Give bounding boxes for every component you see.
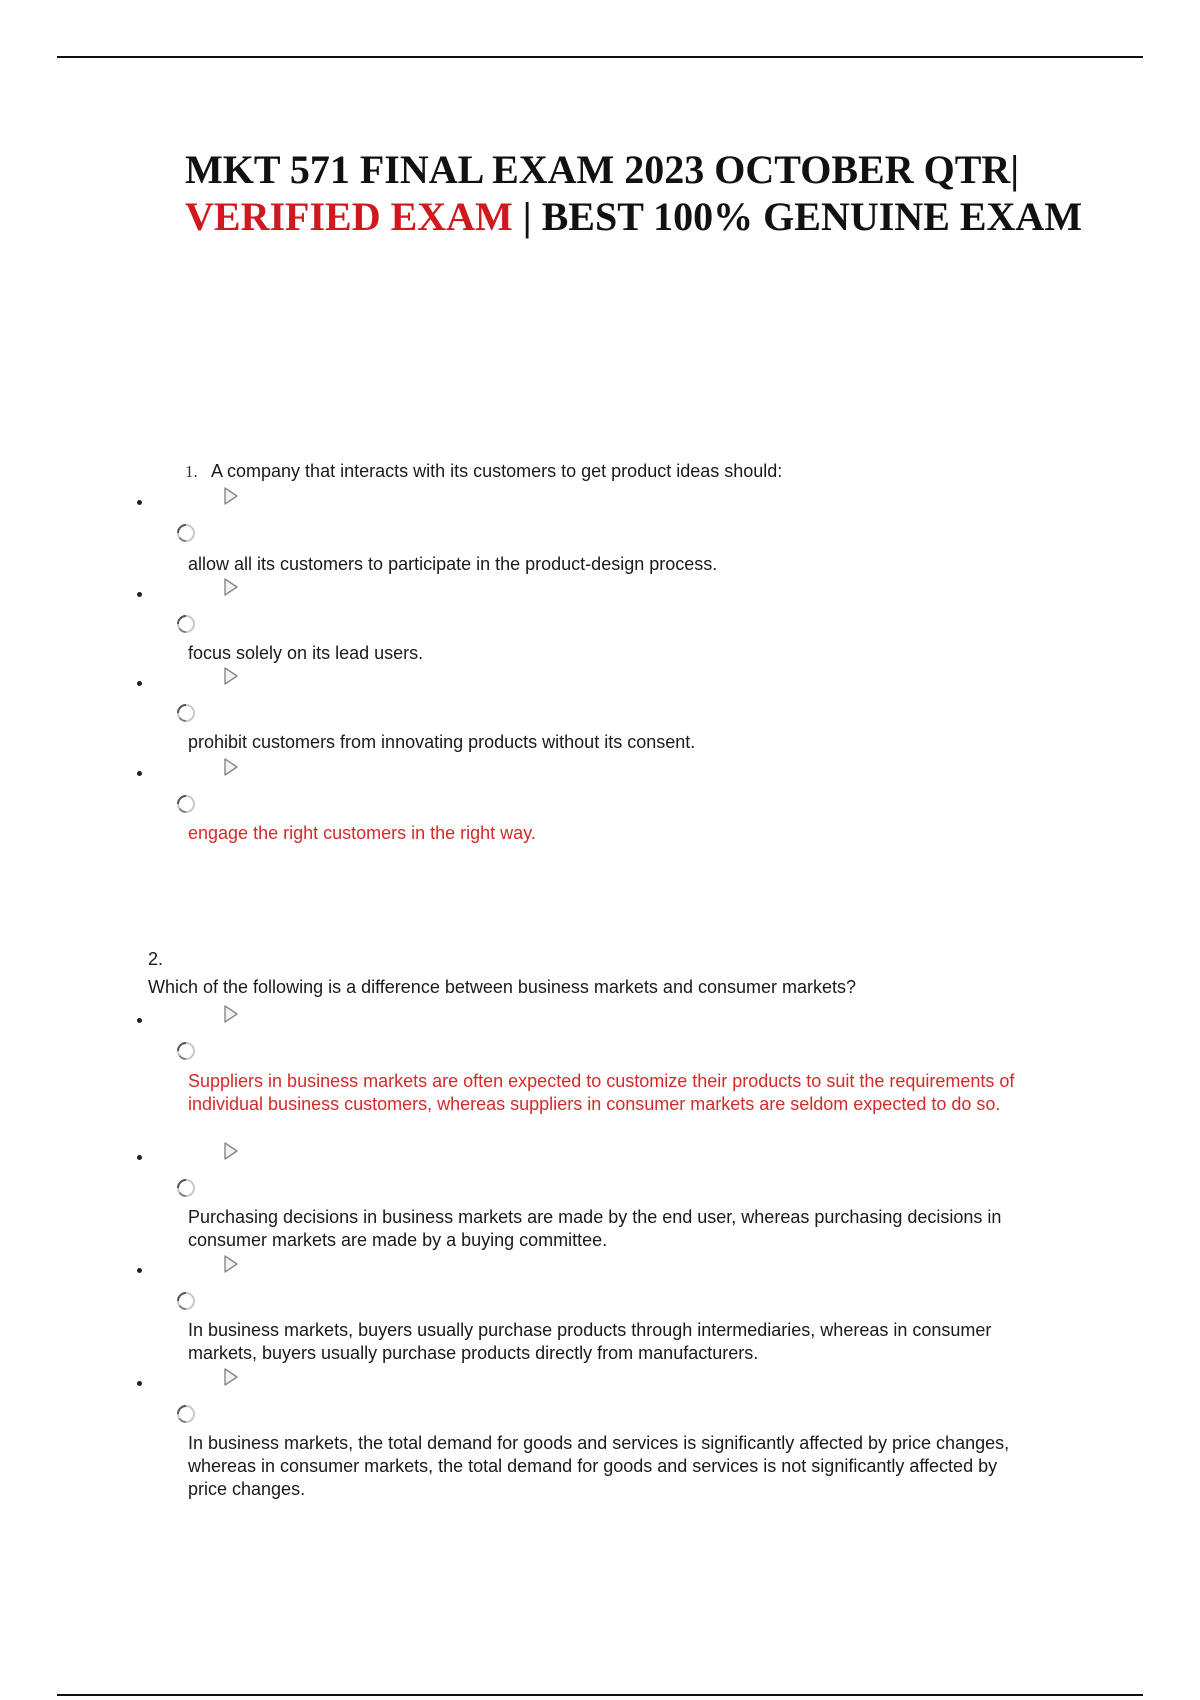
title-line-1: MKT 571 FINAL EXAM 2023 OCTOBER QTR| [185,147,1020,192]
bullet [137,681,142,686]
triangle-right-icon[interactable] [223,666,239,686]
title-verified: VERIFIED EXAM [185,194,513,239]
radio-button[interactable] [175,1403,197,1425]
radio-button[interactable] [175,1040,197,1062]
option-text-correct: engage the right customers in the right way. [188,823,536,843]
bottom-rule [57,1694,1143,1696]
bullet [137,500,142,505]
triangle-right-icon[interactable] [223,757,239,777]
question-text: A company that interacts with its customers to get product ideas should: [211,461,783,481]
bullet [137,1155,142,1160]
option-text: Purchasing decisions in business markets are made by the end user, whereas purchasing decisions in consumer markets are made by a buying committee. [188,1207,1002,1250]
option-text: prohibit customers from innovating products without its consent. [188,732,696,752]
radio-button[interactable] [175,793,197,815]
option-text: focus solely on its lead users. [188,643,424,663]
option-text: allow all its customers to participate in the product-design process. [188,554,718,574]
triangle-right-icon[interactable] [223,1004,239,1024]
triangle-right-icon[interactable] [223,486,239,506]
option-text: In business markets, buyers usually purchase products through intermediaries, whereas in consumer markets, buyers usually purchase products directly from manufacturers. [188,1320,992,1363]
triangle-right-icon[interactable] [223,1254,239,1274]
radio-button[interactable] [175,702,197,724]
triangle-right-icon[interactable] [223,577,239,597]
radio-button[interactable] [175,1177,197,1199]
triangle-right-icon[interactable] [223,1367,239,1387]
option-text: In business markets, the total demand for goods and services is significantly affected by price changes, whereas in consumer markets, the total demand for goods and services is not significantly affected by price changes. [188,1433,1010,1499]
option-text-correct: Suppliers in business markets are often expected to customize their products to suit the requirements of individual business customers, whereas suppliers in consumer markets are seldom expected to do so. [188,1071,1015,1114]
triangle-right-icon[interactable] [223,1141,239,1161]
question-number: 2. [148,949,164,969]
bullet [137,1381,142,1386]
title-rest: | BEST 100% GENUINE EXAM [512,194,1083,239]
radio-button[interactable] [175,613,197,635]
radio-button[interactable] [175,522,197,544]
radio-button[interactable] [175,1290,197,1312]
bullet [137,1018,142,1023]
bullet [137,1268,142,1273]
question-number: 1. [185,462,198,481]
bullet [137,592,142,597]
document-title [185,146,1185,240]
bullet [137,771,142,776]
question-text: Which of the following is a difference between business markets and consumer markets? [148,977,857,997]
top-rule [57,56,1143,58]
